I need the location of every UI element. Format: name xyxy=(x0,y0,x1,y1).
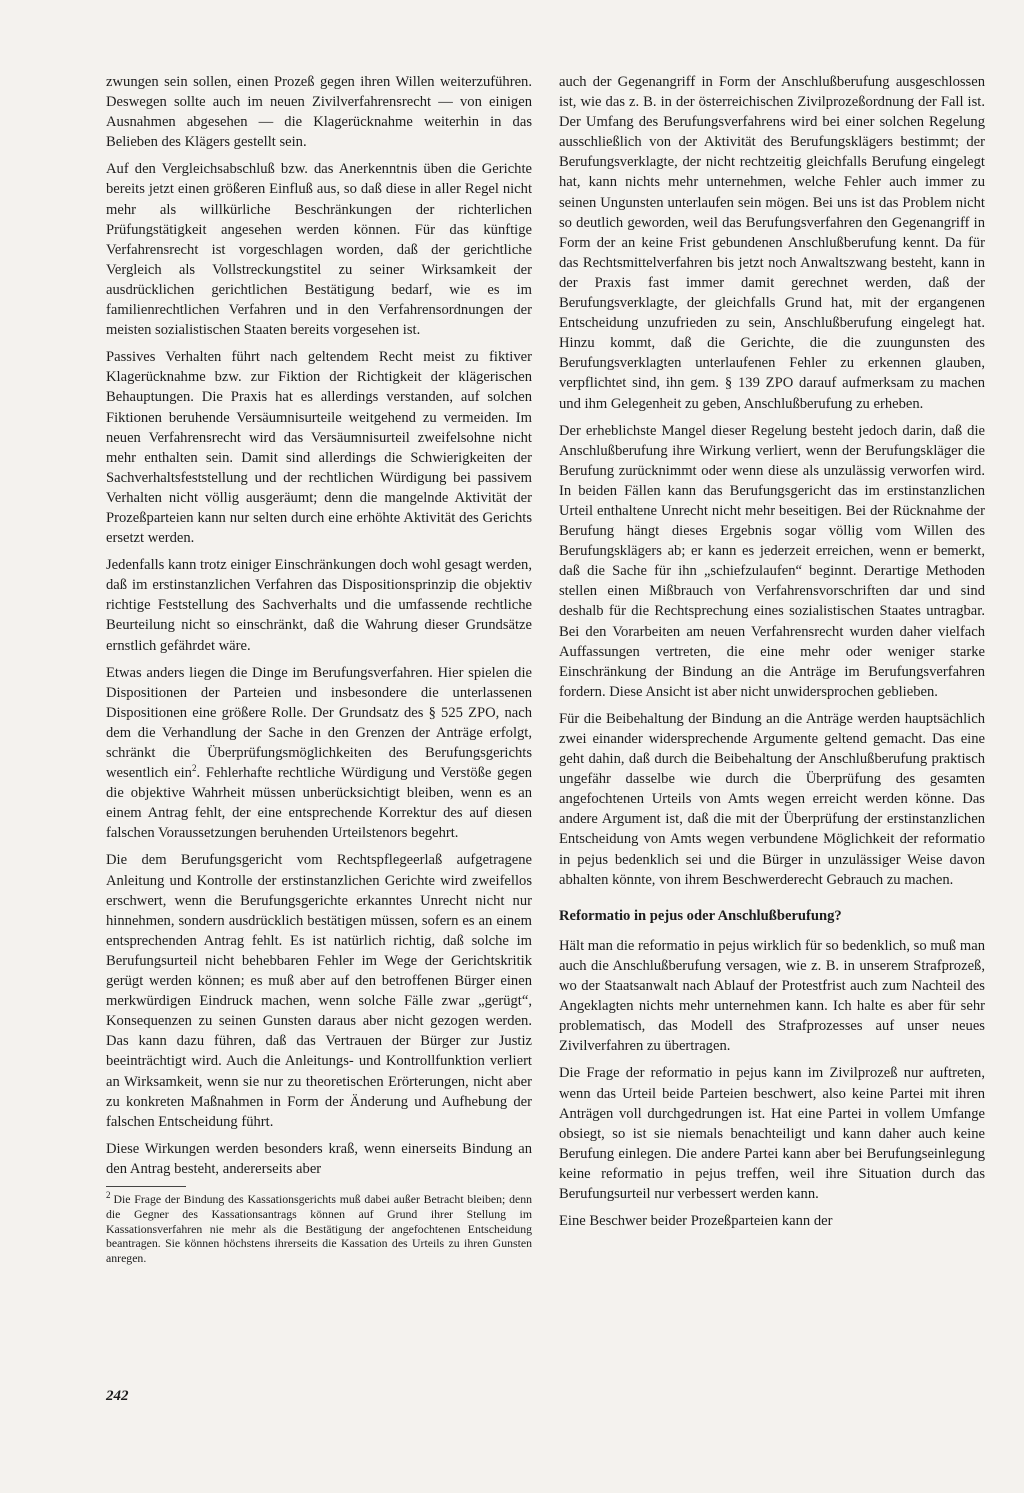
paragraph: Auf den Vergleichsabschluß bzw. das Anerkenntnis üben die Gerichte bereits jetzt einen größeren Einfluß aus, so daß diese in aller Regel nicht mehr als willkürliche Beschränkungen der richterlichen Prüfungstätigkeit angesehen werden können. Für das künftige Verfahrensrecht ist vorgeschlagen worden, daß der gerichtliche Vergleich als Vollstreckungstitel zu seiner Wirksamkeit der ausdrücklichen gerichtlichen Bestätigung bedarf, wie es im familienrechtlichen Verfahren und in den Verfahrensordnungen der meisten sozialistischen Staaten bereits vorgesehen ist. xyxy=(106,161,532,339)
paragraph: Der erheblichste Mangel dieser Regelung besteht jedoch darin, daß die Anschlußberufung ihre Wirkung verliert, wenn der Berufungskläger die Berufung zurücknimmt oder wenn diese als unzulässig verworfen wird. In beiden Fällen kann das Berufungsgericht das im erstinstanzlichen Urteil enthaltene Unrecht nicht mehr beseitigen. Bei der Rücknahme der Berufung hängt dieses Ergebnis sogar völlig vom Willen des Berufungsklägers ab; er kann es jederzeit erreichen, wenn er bemerkt, daß die Sache für ihn „schiefzulaufen“ beginnt. Derartige Methoden stellen einen Mißbrauch von Verfahrensvorschriften dar und sind deshalb für die Rechtsprechung eines sozialistischen Staates untragbar. Bei den Vorarbeiten am neuen Verfahrensrecht wurden daher vielfach Auffassungen vertreten, die eine mehr oder weniger starke Einschränkung der Bindung an die Anträge im Berufungsverfahren fordern. Diese Ansicht ist aber nicht unwidersprochen geblieben. xyxy=(559,422,985,700)
footnote-reference: 2 xyxy=(191,763,197,774)
paragraph: zwungen sein sollen, einen Prozeß gegen ihren Willen weiterzuführen. Deswegen sollte auch im neuen Zivilverfahrensrecht — von einigen Ausnahmen abgesehen — die Klagerücknahme weiterhin in das Belieben des Klägers gestellt sein. xyxy=(106,74,532,151)
paragraph: Die dem Berufungsgericht vom Rechtspflegeerlaß aufgetragene Anleitung und Kontrolle der erstinstanzlichen Gerichte wird zweifellos erschwert, wenn die Berufungsgerichte erkanntes Unrecht nicht nur hinnehmen, sondern ausdrücklich bestätigen müssen, sofern es an einem entsprechenden Antrag fehlt. Es ist natürlich richtig, daß solche im Berufungsurteil nicht behebbaren Fehler im Wege der Gerichtskritik gerügt werden können; es muß aber auf den betroffenen Bürger einen merkwürdigen Eindruck machen, wenn solche Fälle zwar „gerügt“, Konsequenzen zu seinen Gunsten daraus aber nicht gezogen werden. Das kann dazu führen, daß das Vertrauen der Bürger zur Justiz beeinträchtigt wird. Auch die Anleitungs- und Kontrollfunktion verliert an Wirksamkeit, wenn sie nur zu theoretischen Erörterungen, nicht aber zu konkreten Maßnahmen in Form der Änderung und Aufhebung der falschen Entscheidung führt. xyxy=(106,852,532,1130)
paragraph xyxy=(106,663,532,844)
right-column xyxy=(559,72,985,1238)
paragraph: auch der Gegenangriff in Form der Anschlußberufung ausgeschlossen ist, wie das z. B. in der österreichischen Zivilprozeßordnung der Fall ist. Der Umfang des Berufungsverfahrens wird bei einer solchen Regelung ausschließlich von der Aktivität des Berufungsklägers bestimmt; der Berufungsverklagte, der nicht rechtzeitig gleichfalls Berufung eingelegt hat, kann nichts mehr unternehmen, welche Fehler auch immer zu seinen Ungunsten unterlaufen sein mögen. Bei uns ist das Problem nicht so deutlich geworden, weil das Berufungsverfahren den Gegenangriff in Form der an keine Frist gebundenen Anschlußberufung kennt. Da für das Rechtsmittelverfahren bis jetzt noch Anwaltszwang besteht, kann in der Praxis fast immer damit gerechnet werden, daß der Berufungsverklagte, der gleichfalls Grund hat, mit der ergangenen Entscheidung unzufrieden zu sein, Anschlußberufung eingelegt hat. Hinzu kommt, daß die Gerichte, die die zuungunsten des Berufungsverklagten unterlaufenen Fehler zu erkennen glauben, verpflichtet sind, ihn gem. § 139 ZPO darauf aufmerksam zu machen und ihm Gelegenheit zu geben, Anschlußberufung zu erheben. xyxy=(559,74,985,412)
paragraph: Diese Wirkungen werden besonders kraß, wenn einerseits Bindung an den Antrag besteht, andererseits aber xyxy=(106,1140,532,1177)
paragraph: Hält man die reformatio in pejus wirklich für so bedenklich, so muß man auch die Anschlußberufung versagen, wie z. B. in unserem Strafprozeß, wo der Staatsanwalt nach Ablauf der Protestfrist auch zum Nachteil des Angeklagten nichts mehr unternehmen kann. Ich halte es aber für sehr problematisch, das Modell des Strafprozesses auf unser neues Zivilverfahren zu übertragen. xyxy=(559,937,985,1055)
footnote-divider xyxy=(106,1186,186,1187)
section-heading: Reformatio in pejus oder Anschlußberufung? xyxy=(559,907,842,924)
paragraph: Die Frage der reformatio in pejus kann im Zivilprozeß nur auftreten, wenn das Urteil beide Parteien beschwert, also keine Partei mit ihren Anträgen voll durchgedrungen ist. Hat eine Partei in vollem Umfange obsiegt, so ist sie niemals benachteiligt und kann daher auch keine Berufung einlegen. Die andere Partei kann aber bei Berufungseinlegung keine reformatio in pejus treffen, weil ihre Situation durch das Berufungsurteil nur verbessert werden kann. xyxy=(559,1065,985,1202)
footnote-text: Die Frage der Bindung des Kassationsgerichts muß dabei außer Betracht bleiben; denn die Gegner des Kassationsantrags können auf Grund ihrer Stellung im Kassationsverfahren nie mehr als die Bestätigung der angefochtenen Entscheidung beantragen. Sie können höchstens ihrerseits die Kassation des Urteils zu ihren Gunsten anregen. xyxy=(106,1191,532,1266)
left-column xyxy=(106,72,532,1273)
footnote-number: 2 xyxy=(106,1190,111,1201)
paragraph: Für die Beibehaltung der Bindung an die Anträge werden hauptsächlich zwei einander widersprechende Argumente geltend gemacht. Das eine geht dahin, daß durch die Beibehaltung der Anschlußberufung praktisch ungefähr dasselbe wie durch die Überprüfung des gesamten angefochtenen Urteils von Amts wegen erreicht werden könne. Das andere Argument ist, daß die mit der Überprüfung der erstinstanzlichen Entscheidung von Amts wegen verbundene Möglichkeit der reformatio in pejus bedenklich sei und die Bürger in unzulässiger Weise davon abhalten könnte, von ihrem Beschwerderecht Gebrauch zu machen. xyxy=(559,710,985,888)
page-number: 242 xyxy=(106,1388,129,1404)
footnote xyxy=(106,1192,532,1266)
paragraph: Passives Verhalten führt nach geltendem Recht meist zu fiktiver Klagerücknahme bzw. zur Fiktion der Richtigkeit der klägerischen Behauptungen. Die Praxis hat es allerdings verstanden, auf solchen Fiktionen beruhende Versäumnisurteile weitgehend zu vermeiden. Im neuen Verfahrensrecht wird das Versäumnisurteil zweifelsohne nicht mehr enthalten sein. Damit sind allerdings die Schwierigkeiten der Sachverhaltsfeststellung und der rechtlichen Würdigung bei passivem Verhalten nicht völlig ausgeräumt; denn die mangelnde Aktivität der Prozeßparteien kann nur selten durch eine erhöhte Aktivität des Gerichts ersetzt werden. xyxy=(106,349,532,547)
paragraph: Eine Beschwer beider Prozeßparteien kann der xyxy=(559,1213,833,1230)
paragraph-text: . Fehlerhafte rechtliche Würdigung und Verstöße gegen die objektive Wahrheit müssen unberücksichtigt bleiben, wenn es an einem Antrag fehlt, der eine entsprechende Korrektur des auf diesen falschen Voraussetzungen beruhenden Urteilstenors begehrt. xyxy=(106,765,532,842)
paragraph: Jedenfalls kann trotz einiger Einschränkungen doch wohl gesagt werden, daß im erstinstanzlichen Verfahren das Dispositionsprinzip die objektiv richtige Feststellung des Sachverhalts und die umfassende rechtliche Beurteilung nicht so einschränkt, daß die Wahrung dieser Grundsätze ernstlich gefährdet wäre. xyxy=(106,557,532,654)
paragraph-text: Etwas anders liegen die Dinge im Berufungsverfahren. Hier spielen die Dispositionen der Parteien und insbesondere die unterlassenen Dispositionen eine größere Rolle. Der Grundsatz des § 525 ZPO, nach dem die Verhandlung der Sache in den Grenzen der Anträge erfolgt, schränkt die Überprüfungsmöglichkeiten des Berufungsgerichts wesentlich ein xyxy=(106,664,532,782)
